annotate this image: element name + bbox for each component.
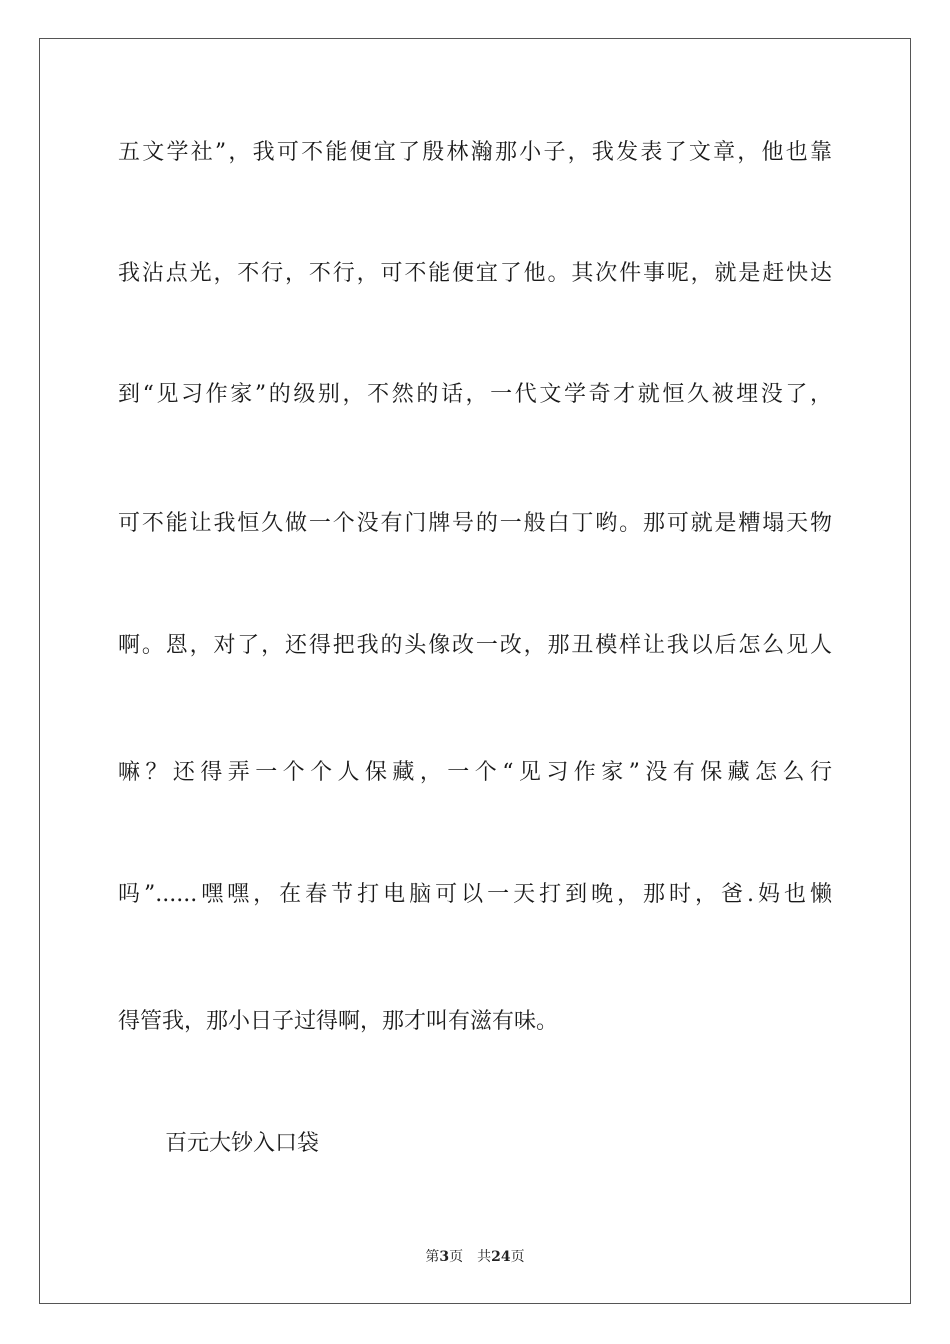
text-line-3: 到“见习作家”的级别，不然的话，一代文学奇才就恒久被埋没了， bbox=[118, 382, 832, 407]
footer-total-prefix: 共 bbox=[477, 1249, 492, 1265]
text-line-1: 五文学社”，我可不能便宜了殷林瀚那小子，我发表了文章，他也靠 bbox=[118, 140, 832, 165]
text-line-7: 吗”......嘿嘿，在春节打电脑可以一天打到晚，那时，爸.妈也懒 bbox=[118, 882, 832, 907]
footer-page-prefix: 第 bbox=[425, 1249, 440, 1265]
footer-total-suffix: 页 bbox=[510, 1249, 525, 1265]
section-heading: 百元大钞入口袋 bbox=[165, 1131, 320, 1156]
footer-page-suffix: 页 bbox=[449, 1249, 464, 1265]
text-line-8: 得管我，那小日子过得啊，那才叫有滋有味。 bbox=[118, 1009, 559, 1034]
text-line-5: 啊。恩，对了，还得把我的头像改一改，那丑模样让我以后怎么见人 bbox=[118, 633, 832, 658]
page-footer bbox=[0, 1247, 950, 1267]
footer-total-pages: 24 bbox=[491, 1249, 511, 1265]
page-border bbox=[39, 38, 911, 1304]
footer-page-number: 3 bbox=[439, 1249, 450, 1265]
text-line-2: 我沾点光，不行，不行，可不能便宜了他。其次件事呢，就是赶快达 bbox=[118, 261, 832, 286]
text-line-6: 嘛？还得弄一个个人保藏，一个“见习作家”没有保藏怎么行 bbox=[118, 760, 832, 785]
text-line-4: 可不能让我恒久做一个没有门牌号的一般白丁哟。那可就是糟塌天物 bbox=[118, 511, 832, 536]
